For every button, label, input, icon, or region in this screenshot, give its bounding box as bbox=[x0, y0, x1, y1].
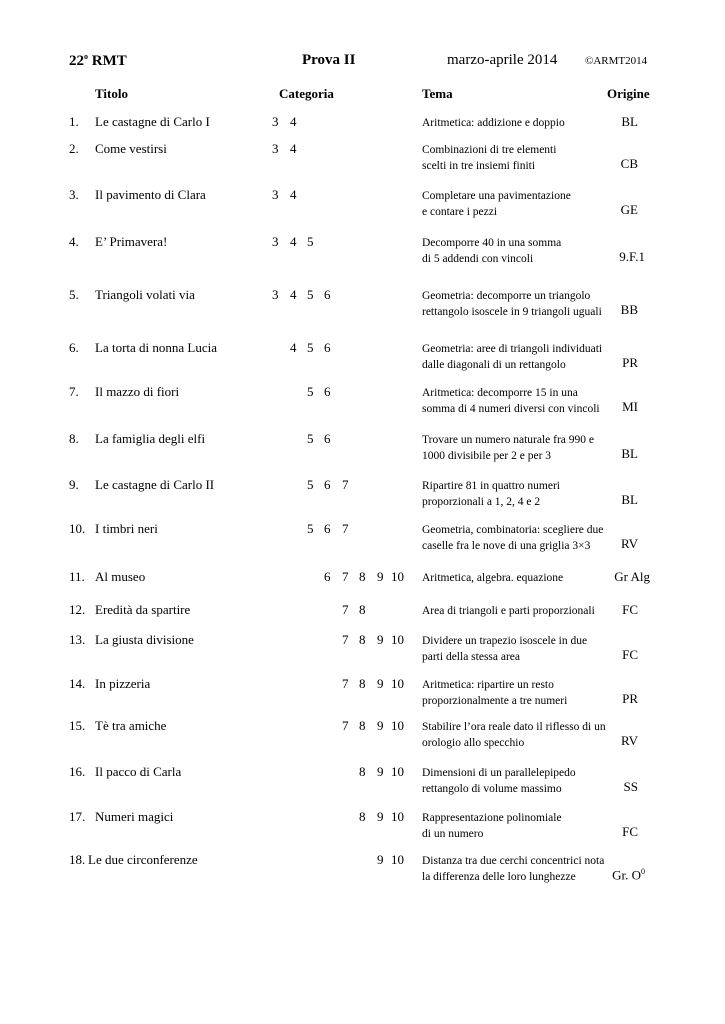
tema-line: Decomporre 40 in una somma bbox=[422, 237, 562, 249]
row-number: 6. bbox=[69, 340, 79, 355]
row-title: Il pavimento di Clara bbox=[95, 187, 206, 202]
category-value: 8 bbox=[359, 569, 366, 584]
category-value: 3 bbox=[272, 234, 279, 249]
row-title: Le castagne di Carlo II bbox=[95, 477, 215, 492]
tema-line: di un numero bbox=[422, 828, 484, 840]
tema-line: Area di triangoli e parti proporzionali bbox=[422, 605, 595, 617]
row-title: In pizzeria bbox=[95, 676, 151, 691]
category-value: 6 bbox=[324, 431, 331, 446]
category-value: 4 bbox=[290, 187, 297, 202]
category-value: 9 bbox=[377, 676, 384, 691]
category-value: 7 bbox=[342, 569, 349, 584]
category-value: 8 bbox=[359, 602, 366, 617]
edition-sup: o bbox=[84, 52, 88, 61]
category-value: 10 bbox=[391, 852, 404, 867]
category-value: 9 bbox=[377, 718, 384, 733]
row-title: La famiglia degli elfi bbox=[95, 431, 206, 446]
edition-label bbox=[69, 52, 127, 70]
tema-line: rettangolo isoscele in 9 triangoli uguali bbox=[422, 306, 602, 318]
tema-line: di 5 addendi con vincoli bbox=[422, 253, 534, 265]
origine-text: FC bbox=[622, 647, 638, 662]
origine-value bbox=[621, 156, 638, 172]
category-value: 6 bbox=[324, 384, 331, 399]
category-value: 3 bbox=[272, 287, 279, 302]
row-number: 18. bbox=[69, 852, 86, 867]
origine-text: BL bbox=[621, 446, 638, 461]
column-header-tema: Tema bbox=[422, 86, 453, 101]
tema-line: Dividere un trapezio isoscele in due bbox=[422, 635, 588, 647]
origine-text: MI bbox=[622, 399, 638, 414]
category-value: 6 bbox=[324, 287, 331, 302]
tema-line: parti della stessa area bbox=[422, 651, 521, 663]
tema-line: Trovare un numero naturale fra 990 e bbox=[422, 434, 595, 446]
row-number: 13. bbox=[69, 632, 86, 647]
tema-line: Geometria: decomporre un triangolo bbox=[422, 290, 591, 302]
origine-value bbox=[621, 446, 638, 462]
column-header-origine: Origine bbox=[607, 86, 650, 101]
row-title: Come vestirsi bbox=[95, 141, 167, 156]
tema-line: 1000 divisibile per 2 e per 3 bbox=[422, 450, 552, 462]
origine-text: RV bbox=[620, 733, 638, 748]
row-number: 4. bbox=[69, 234, 79, 249]
category-value: 5 bbox=[307, 521, 314, 536]
category-value: 10 bbox=[391, 632, 404, 647]
tema-line: Aritmetica: addizione e doppio bbox=[422, 117, 565, 129]
row-number: 14. bbox=[69, 676, 86, 691]
origine-value bbox=[622, 355, 638, 371]
category-value: 10 bbox=[391, 764, 404, 779]
prova-label: Prova II bbox=[302, 52, 356, 68]
tema-line: proporzionali a 1, 2, 4 e 2 bbox=[422, 496, 541, 508]
category-value: 3 bbox=[272, 114, 279, 129]
origine-sup: 0 bbox=[641, 867, 645, 876]
tema-line: Geometria, combinatoria: scegliere due bbox=[422, 524, 604, 536]
row-number: 7. bbox=[69, 384, 79, 399]
edition-rest: RMT bbox=[88, 53, 127, 69]
tema-line: Ripartire 81 in quattro numeri bbox=[422, 480, 560, 492]
row-title: Tè tra amiche bbox=[95, 718, 167, 733]
tema-line: somma di 4 numeri diversi con vincoli bbox=[422, 403, 600, 415]
origine-value bbox=[622, 399, 638, 415]
tema-line: rettangolo di volume massimo bbox=[422, 783, 562, 795]
tema-line: Aritmetica: decomporre 15 in una bbox=[422, 387, 578, 399]
category-value: 9 bbox=[377, 809, 384, 824]
category-value: 10 bbox=[391, 569, 404, 584]
tema-line: Stabilire l’ora reale dato il riflesso di un bbox=[422, 721, 606, 733]
row-number: 2. bbox=[69, 141, 79, 156]
tema-line: Dimensioni di un parallelepipedo bbox=[422, 767, 576, 779]
origine-value bbox=[621, 302, 638, 318]
row-number: 9. bbox=[69, 477, 79, 492]
origine-value bbox=[614, 569, 650, 585]
origine-value bbox=[622, 647, 638, 663]
origine-value bbox=[619, 249, 645, 265]
origine-value bbox=[621, 202, 638, 218]
row-title: La torta di nonna Lucia bbox=[95, 340, 218, 355]
origine-text: RV bbox=[620, 536, 638, 551]
row-title: Triangoli volati via bbox=[95, 287, 195, 302]
category-value: 7 bbox=[342, 718, 349, 733]
category-value: 10 bbox=[391, 809, 404, 824]
origine-text: FC bbox=[622, 602, 638, 617]
row-title: E’ Primavera! bbox=[95, 234, 168, 249]
category-value: 4 bbox=[290, 141, 297, 156]
category-value: 4 bbox=[290, 114, 297, 129]
category-value: 8 bbox=[359, 809, 366, 824]
origine-text: SS bbox=[623, 779, 638, 794]
category-value: 8 bbox=[359, 764, 366, 779]
origine-text: BB bbox=[620, 302, 638, 317]
category-value: 7 bbox=[342, 602, 349, 617]
origine-value bbox=[621, 536, 638, 552]
copyright-label: ©ARMT2014 bbox=[585, 55, 648, 67]
row-title: Il pacco di Carla bbox=[95, 764, 182, 779]
origine-text: Gr. O bbox=[612, 867, 641, 883]
row-number: 11. bbox=[69, 569, 85, 584]
origine-value bbox=[612, 867, 645, 883]
tema-line: e contare i pezzi bbox=[422, 206, 498, 218]
date-label: marzo-aprile 2014 bbox=[447, 52, 558, 68]
origine-value bbox=[621, 492, 638, 508]
category-value: 6 bbox=[324, 521, 331, 536]
tema-line: Rappresentazione polinomiale bbox=[422, 812, 562, 824]
category-value: 8 bbox=[359, 632, 366, 647]
row-title: Eredità da spartire bbox=[95, 602, 191, 617]
category-value: 6 bbox=[324, 477, 331, 492]
origine-text: PR bbox=[622, 691, 638, 706]
category-value: 10 bbox=[391, 718, 404, 733]
tema-line: proporzionalmente a tre numeri bbox=[422, 695, 568, 707]
category-value: 7 bbox=[342, 477, 349, 492]
row-title: Il mazzo di fiori bbox=[95, 384, 180, 399]
row-number: 8. bbox=[69, 431, 79, 446]
category-value: 9 bbox=[377, 764, 384, 779]
category-value: 5 bbox=[307, 477, 314, 492]
origine-value bbox=[622, 691, 638, 707]
origine-text: BL bbox=[621, 492, 638, 507]
tema-line: Distanza tra due cerchi concentrici nota bbox=[422, 855, 605, 867]
category-value: 7 bbox=[342, 676, 349, 691]
category-value: 6 bbox=[324, 340, 331, 355]
edition-number: 22 bbox=[69, 53, 84, 69]
category-value: 5 bbox=[307, 234, 314, 249]
category-value: 8 bbox=[359, 676, 366, 691]
category-value: 7 bbox=[342, 632, 349, 647]
category-value: 6 bbox=[324, 569, 331, 584]
category-value: 5 bbox=[307, 384, 314, 399]
tema-line: Completare una pavimentazione bbox=[422, 190, 571, 202]
origine-value bbox=[624, 779, 638, 795]
origine-text: 9.F.1 bbox=[619, 249, 645, 264]
column-header-titolo: Titolo bbox=[95, 86, 128, 101]
tema-line: caselle fra le nove di una griglia 3×3 bbox=[422, 540, 591, 552]
row-title: Le due circonferenze bbox=[88, 852, 198, 867]
row-number: 16. bbox=[69, 764, 86, 779]
origine-text: PR bbox=[622, 355, 638, 370]
category-value: 4 bbox=[290, 234, 297, 249]
tema-line: la differenza delle loro lunghezze bbox=[422, 871, 576, 883]
origine-text: FC bbox=[622, 824, 638, 839]
tema-line: Aritmetica: ripartire un resto bbox=[422, 679, 554, 691]
category-value: 9 bbox=[377, 569, 384, 584]
row-title: Le castagne di Carlo I bbox=[95, 114, 210, 129]
category-value: 9 bbox=[377, 632, 384, 647]
row-number: 1. bbox=[69, 114, 79, 129]
origine-value bbox=[622, 602, 638, 618]
category-value: 3 bbox=[272, 187, 279, 202]
row-title: La giusta divisione bbox=[95, 632, 194, 647]
origine-text: CB bbox=[620, 156, 638, 171]
tema-line: Geometria: aree di triangoli individuati bbox=[422, 343, 603, 355]
tema-line: Aritmetica, algebra. equazione bbox=[422, 572, 564, 584]
category-value: 3 bbox=[272, 141, 279, 156]
category-value: 5 bbox=[307, 340, 314, 355]
row-number: 12. bbox=[69, 602, 86, 617]
origine-text: BL bbox=[621, 114, 638, 129]
column-header-categoria: Categoria bbox=[279, 86, 334, 101]
row-title: Numeri magici bbox=[95, 809, 174, 824]
origine-text: Gr Alg bbox=[614, 569, 650, 584]
category-value: 4 bbox=[290, 287, 297, 302]
row-number: 3. bbox=[69, 187, 79, 202]
category-value: 5 bbox=[307, 431, 314, 446]
tema-line: Combinazioni di tre elementi bbox=[422, 144, 557, 156]
row-title: Al museo bbox=[95, 569, 146, 584]
tema-line: orologio allo specchio bbox=[422, 737, 525, 749]
category-value: 10 bbox=[391, 676, 404, 691]
row-number: 15. bbox=[69, 718, 86, 733]
origine-value bbox=[622, 824, 638, 840]
row-title: I timbri neri bbox=[95, 521, 158, 536]
category-value: 7 bbox=[342, 521, 349, 536]
origine-text: GE bbox=[620, 202, 638, 217]
category-value: 5 bbox=[307, 287, 314, 302]
origine-value bbox=[621, 733, 638, 749]
origine-value bbox=[621, 114, 638, 130]
category-value: 8 bbox=[359, 718, 366, 733]
category-value: 4 bbox=[290, 340, 297, 355]
category-value: 9 bbox=[377, 852, 384, 867]
tema-line: scelti in tre insiemi finiti bbox=[422, 160, 536, 172]
row-number: 5. bbox=[69, 287, 79, 302]
tema-line: dalle diagonali di un rettangolo bbox=[422, 359, 566, 371]
row-number: 17. bbox=[69, 809, 86, 824]
row-number: 10. bbox=[69, 521, 86, 536]
